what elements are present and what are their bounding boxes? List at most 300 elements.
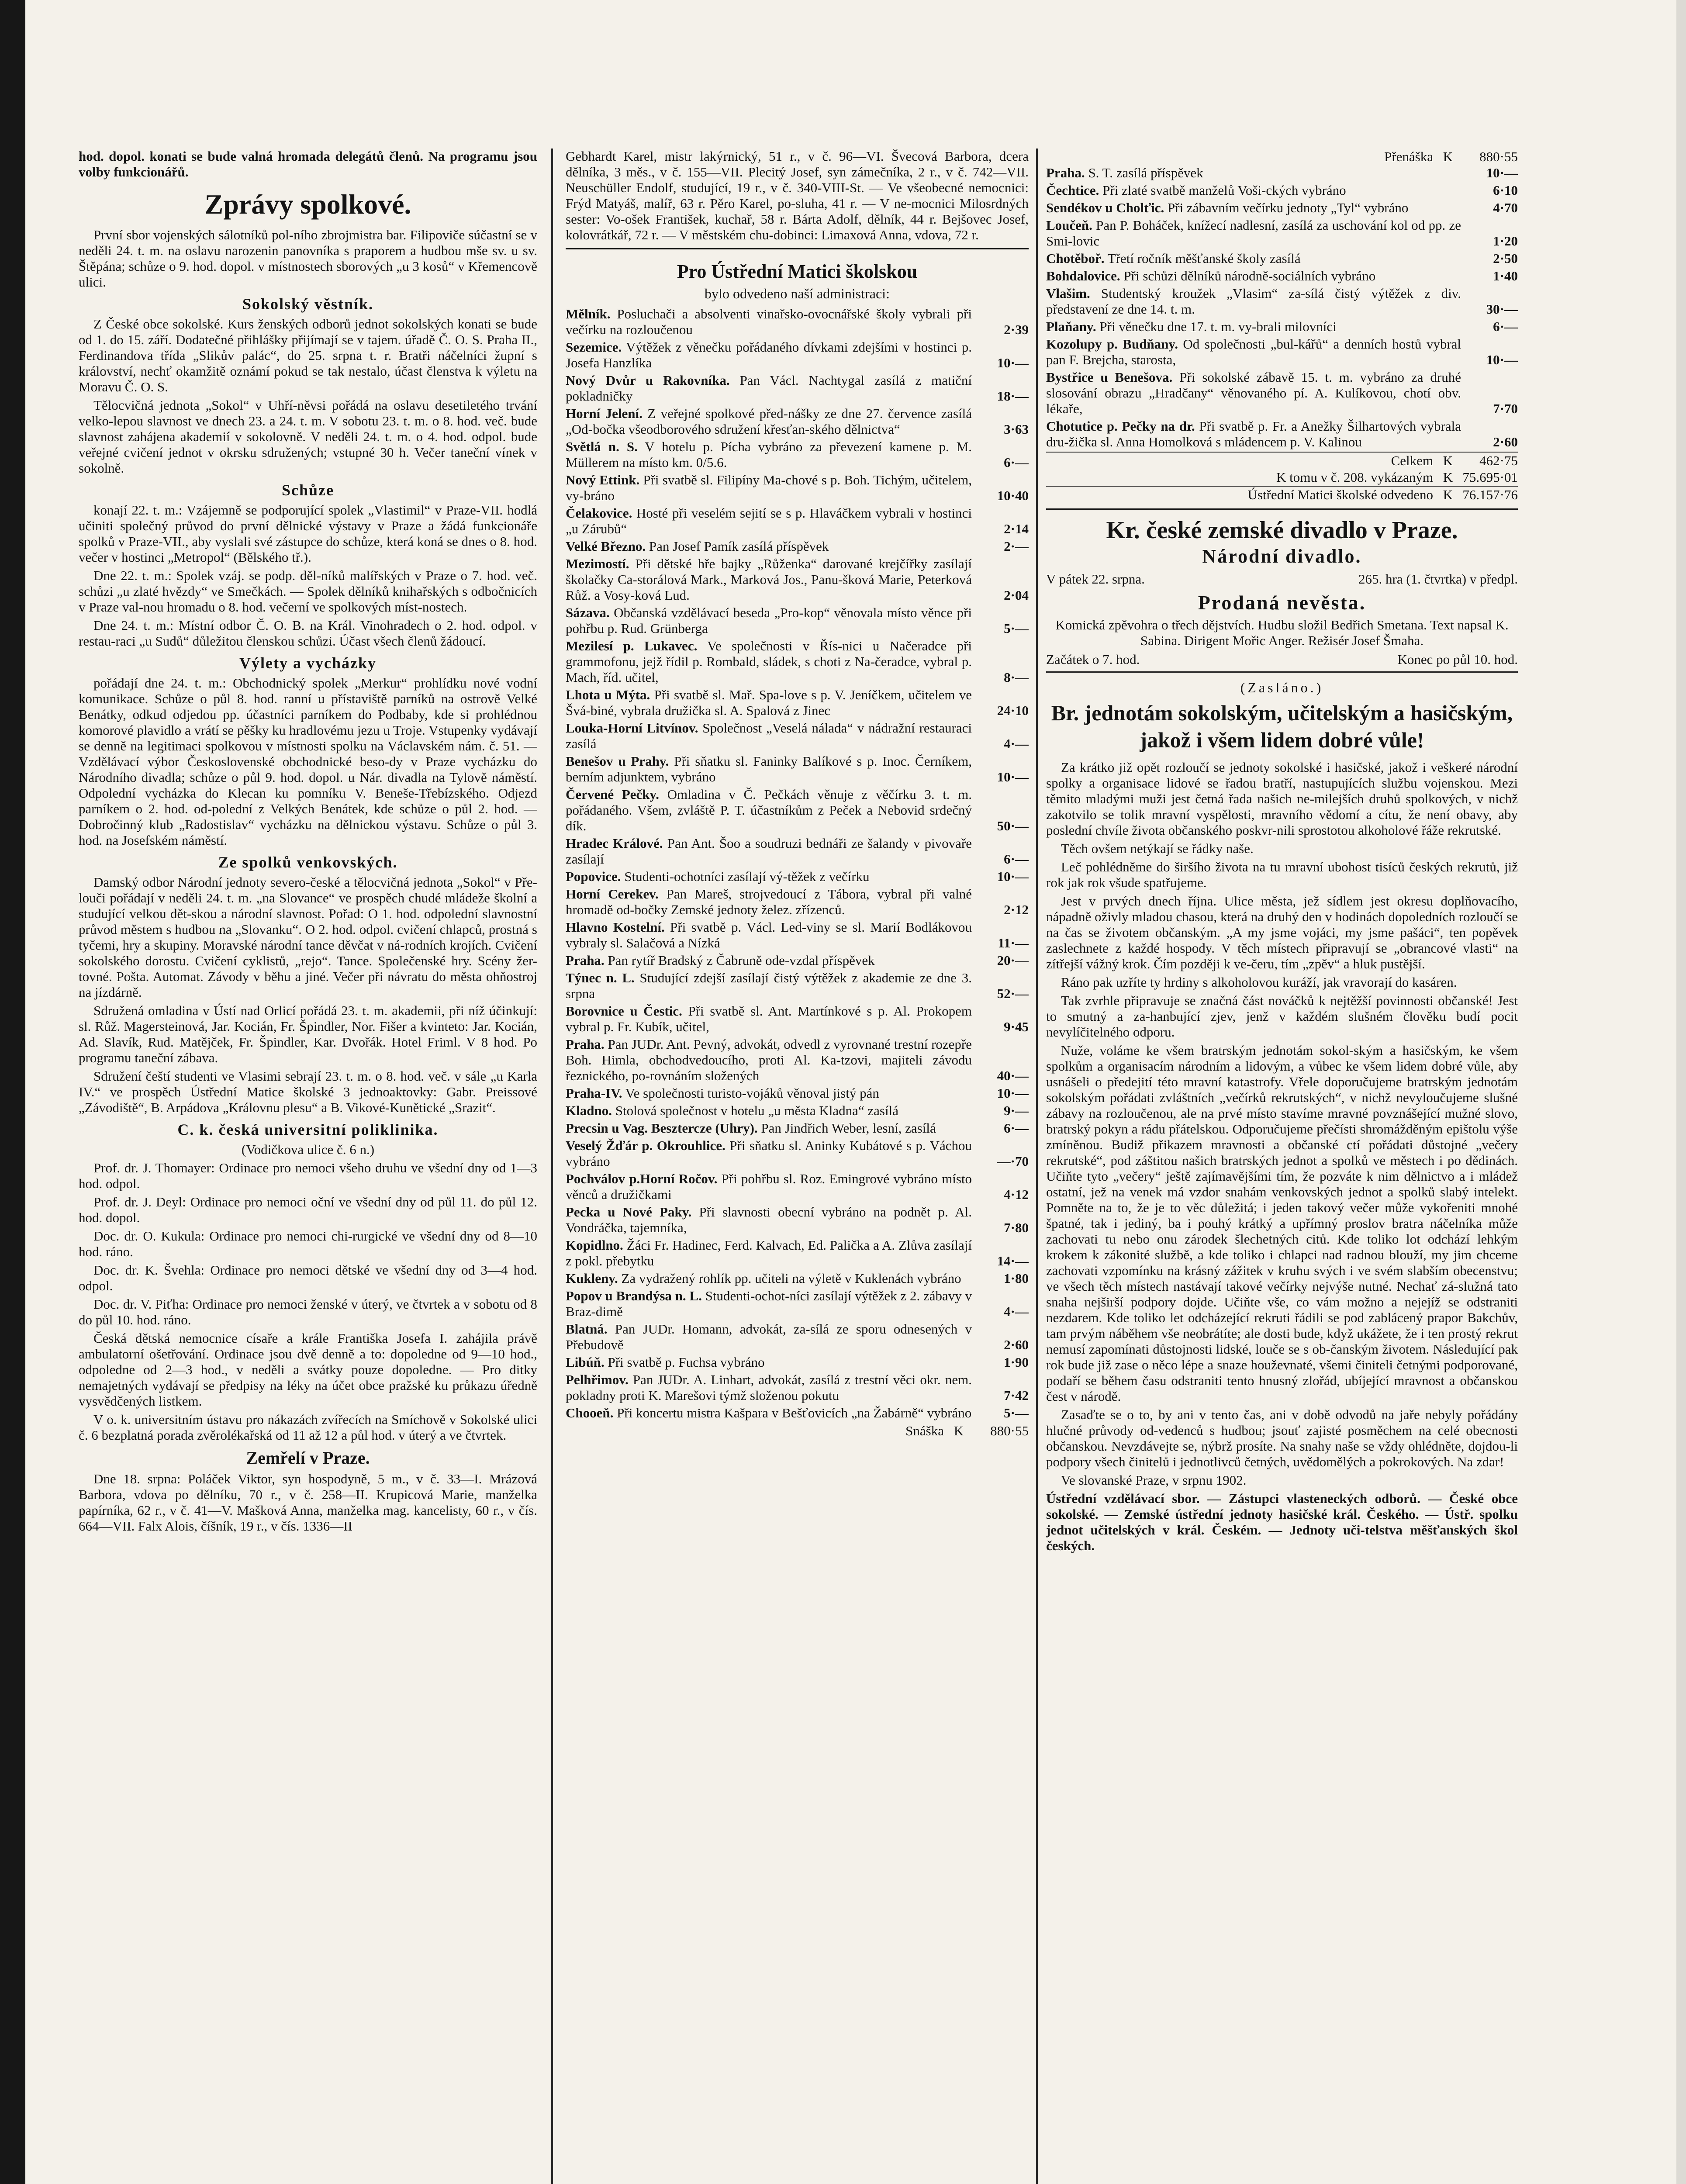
donation-description: Při schůzi dělníků národně-sociálních vybráno — [1123, 268, 1376, 283]
donation-place: Hradec Králové. — [566, 836, 663, 851]
column-left — [79, 149, 537, 2184]
paragraph: konají 22. t. m.: Vzájemně se podporující spolek „Vlastimil“ v Praze-VII. hodlá učiniti společný průvod do první dělnické výstavy v Praze a žádá funkcionáře spolků v Praze-VII., aby vyslali své zástupce do schůze, která koná se dnes o 8. hod. večer v hostinci „Metropol“ (Bělského tř.). — [79, 502, 537, 565]
donation-place: Vlašim. — [1046, 286, 1090, 301]
donation-amount: 50·— — [997, 818, 1029, 833]
divider — [1046, 508, 1518, 510]
paragraph: pořádají dne 24. t. m.: Obchodnický spolek „Merkur“ prohlídku nové vodní komunikace. Schůze o půl 8. hod. ranní u přístaviště parníků na ostrově Velké Benátky, odkud odjedou pp. účastníci parníkem do Podbaby, kde si prohlédnou komorové plavidlo a vrátí se pěšky ku hradlovému jezu u Troje. Vstupenky vydávají se denně na legitimaci spolkovou v místnosti spolku na Václavském nám. č. 51. — Vzdělávací výbor Československé obchodnické beso-dy v Praze vycházku do Národního divadla; schůze o půl 9. hod. dopol. u Nár. divadla na Tylově náměstí. Odpolední vycházka do Klecan ku pomníku V. Beneše-Třebízského. Odjezd parníkem o 2. hod. od-polední z Velkých Benátek, kde schůze o půl 2. hod. — Dobročinný klub „Radostislav“ vycházku na dělnickou výstavu. Schůze o půl 3. hod. na Josefském náměstí. — [79, 675, 537, 848]
donation-amount: 20·— — [997, 953, 1029, 968]
donation-place: Benešov u Prahy. — [566, 753, 669, 769]
donation-place: Světlá n. S. — [566, 439, 638, 454]
donation-entry — [566, 556, 1029, 603]
donation-place: Kozolupy p. Budňany. — [1046, 336, 1178, 352]
paragraph: Za krátko již opět rozloučí se jednoty sokolské i hasičské, jakož i veškeré národní spolky a organisace lidové se řadou bratří, nastupujících službu vojenskou. Mezi těmito mladými muži jest četná řada našich ne-milejších druhů spolkových, v nichž zakotvilo se tolik mravní vyspělosti, mravního vědomí a cítu, že není obavy, aby poslední chvíle života občanského poskvr-nili sprostotou alkoholové řáže rekrutské. — [1046, 760, 1518, 838]
donation-text — [566, 406, 976, 437]
donation-place: Pecka u Nové Paky. — [566, 1204, 692, 1220]
donation-description: Při pohřbu sl. Roz. Emingrové vybráno místo věnců a družičkami — [566, 1171, 972, 1202]
donation-amount: 10·— — [997, 355, 1029, 370]
donation-description: Pan JUDr. A. Linhart, advokát, zasílá z trestní věci okr. nem. pokladny proti K. Marešovi týmž složenou pokutu — [566, 1372, 972, 1403]
donation-description: Při dětské hře bajky „Růženka“ darované krejčířky zasílají školačky Ca-storálová Mark., Marková Jos., Panu-šková Marie, Peterková Růž. a Vosy-ková Lud. — [566, 556, 972, 603]
donation-text — [566, 1003, 976, 1035]
donation-entry — [566, 687, 1029, 719]
total-label: Celkem — [1391, 453, 1433, 468]
donation-amount: 6·— — [1004, 1120, 1029, 1136]
donation-place: Bystřice u Benešova. — [1046, 370, 1173, 385]
deaths-continued: Gebhardt Karel, mistr lakýrnický, 51 r., v č. 96—VI. Švecová Barbora, dcera dělníka, 3 měs., v č. 155—VII. Plecitý Josef, syn zámečníka, 2 r., v č. 742—VII. Neuschüller Endolf, studující, 19 r., v č. 340-VIII-St. — Ve všeobecné nemocnici: Frýd Matyáš, malíř, 63 r. Pěro Karel, po-sluha, 41 r. — V ne-mocnici Milosrdných sester: Vo-ošek František, kuchař, 58 r. Bárta Adolf, dělník, 44 r. Bejšovec Josef, kolovrátkář, 72 r. — V městském chu-dobinci: Limaxová Anna, vdova, 72 r. — [566, 149, 1029, 242]
donation-amount: 4·12 — [1004, 1187, 1029, 1202]
donation-text — [566, 687, 976, 719]
donation-amount: 1·20 — [1493, 233, 1518, 249]
total-amount: 462·75 — [1479, 453, 1518, 468]
donation-entry — [566, 1271, 1029, 1286]
donation-description: Posluchači a absolventi vinařsko-ovocnářské školy vybrali při večírku na rozloučenou — [566, 306, 972, 337]
donation-text — [566, 1372, 976, 1403]
donation-description: Pan Jindřich Weber, lesní, zasílá — [761, 1120, 936, 1136]
section-title-news: Zprávy spolkové. — [204, 189, 411, 220]
donation-description: Při svatbě sl. Filipíny Ma-chové s p. Boh. Tichým, učitelem, vy-bráno — [566, 472, 972, 503]
donation-entry — [566, 605, 1029, 636]
donation-text — [566, 1271, 976, 1286]
donation-place: Mezimostí. — [566, 556, 629, 571]
donation-amount: 40·— — [997, 1068, 1029, 1083]
donation-place: Horní Jelení. — [566, 406, 643, 421]
donation-entry — [566, 720, 1029, 752]
donation-description: S. T. zasílá příspěvek — [1088, 165, 1203, 180]
donation-entry — [1046, 336, 1518, 368]
donation-text — [566, 1120, 976, 1136]
column-right — [1046, 149, 1518, 2184]
donation-entry — [566, 505, 1029, 537]
donation-description: Pan Ant. Šoo a soudruzi bednáři ze šalandy v pivovaře zasílají — [566, 836, 972, 867]
donation-entry — [1046, 218, 1518, 249]
donation-entry — [566, 1171, 1029, 1203]
donation-text — [566, 306, 976, 338]
donation-text — [1046, 319, 1465, 335]
column-rule-1 — [551, 149, 553, 2184]
donation-description: Při svatbě p. Fr. a Anežky Šilhartových vybrala dru-žička sl. Anna Homolková s mládencem p. V. Kalinou — [1046, 418, 1461, 449]
donation-amount: 14·— — [997, 1253, 1029, 1268]
donation-description: Ve společnosti turisto-vojáků věnoval jistý pán — [625, 1085, 879, 1101]
donation-text — [1046, 418, 1465, 450]
donation-place: Sezemice. — [566, 339, 622, 355]
donation-text — [566, 836, 976, 867]
donation-entry — [566, 638, 1029, 685]
donation-description: Při zábavním večírku jednoty „Tyl“ vybráno — [1168, 200, 1409, 215]
donation-place: Sendékov u Cholťic. — [1046, 200, 1164, 215]
donation-text — [566, 1321, 976, 1353]
donation-entry — [566, 1237, 1029, 1269]
donation-entry — [566, 1405, 1029, 1421]
donation-text — [566, 556, 976, 603]
paragraph: Tak zvrhle připravuje se značná část nováčků k nejtěžší povinnosti občanské! Jest to smutný a za-hanbující zjev, jenž v každém slušném člověku budí pocit nevylíčitelného odporu. — [1046, 993, 1518, 1040]
donation-text — [566, 869, 976, 885]
paragraph: Sdružená omladina v Ústí nad Orlicí pořádá 23. t. m. akademii, při níž účinkují: sl. Růž. Magersteinová, Jar. Kocián, Fr. Špindler, Nor. Fišer a kvinteto: Jar. Kocián, Ad. Slavík, Rud. Matějček, Fr. Špindler, Kar. Dvořák. Hotel Friml. V 8 hod. Po programu taneční zábava. — [79, 1003, 537, 1065]
donation-amount: 6·— — [1493, 319, 1518, 334]
donation-text — [566, 638, 976, 685]
appeal-signatories: Ústřední vzdělávací sbor. — Zástupci vlasteneckých odborů. — České obce sokolské. — Zemské ústřední jednoty hasičské král. Českého. — Ústř. spolku jednot učitelských v král. Českém. — Jednoty uči-telstva měšťanských škol českých. — [1046, 1491, 1518, 1553]
donation-text — [566, 886, 976, 918]
paragraph: Jest v prvých dnech října. Ulice města, jež sídlem jest okresu doplňovacího, nápadně oživly mladou chasou, která na druhý den v hodinách dopoledních rozloučí se na čas se životem občanským. „A my jsme vojáci, my jsme pašáci“, ten popěvek zaslechnete z každé hospody. V těch místech připravují se „obrancové vlasti“ na zítřejší vážný krok. Čím později k ve-čeru, tím „zpěv“ a hluk pustější. — [1046, 893, 1518, 971]
donation-description: Při svatbě p. Fuchsa vybráno — [608, 1355, 765, 1370]
donation-text — [566, 919, 976, 951]
donation-description: Studentský kroužek „Vlasim“ za-sílá čistý výtěžek z div. představení ze dne 14. t. m. — [1046, 286, 1461, 317]
handed-over-label: Ústřední Matici školské odvedeno — [1247, 487, 1433, 502]
paragraph: První sbor vojenských sálotníků pol-ního zbrojmistra bar. Filipoviče súčastní se v neděli 24. t. m. na oslavu narozenin panovníka s praporem a hudbou mše sv. u sv. Štěpána; schůze o 9. hod. dopol. v místnostech sborových „u 3 kosů“ v Křemencově ulici. — [79, 227, 537, 290]
donation-description: Při sňatku sl. Faninky Balíkové s p. Inoc. Černíkem, berním adjunktem, vybráno — [566, 753, 972, 784]
donation-entry — [566, 472, 1029, 504]
donation-text — [566, 1103, 976, 1119]
donation-description: V hotelu p. Pícha vybráno za převezení kamene p. M. Müllerem na místo km. 0/5.6. — [566, 439, 972, 470]
donation-text — [1046, 286, 1465, 317]
donation-text — [566, 539, 976, 554]
donation-description: Pan Josef Pamík zasílá příspěvek — [649, 539, 829, 554]
donation-entry — [566, 1138, 1029, 1169]
currency: K — [954, 1423, 964, 1438]
paragraph: V o. k. universitním ústavu pro nákazách zvířecích na Smíchově v Sokolské ulici č. 6 bezplatná porada zvěrolékařská od 11 až 12 a půl hod. v úterý a ve čtvrtek. — [79, 1412, 537, 1443]
donation-text — [1046, 165, 1465, 181]
donation-amount: 2·04 — [1004, 587, 1029, 603]
donation-amount: 8·— — [1004, 670, 1029, 685]
donation-entry — [566, 339, 1029, 371]
donation-amount: 1·90 — [1004, 1355, 1029, 1370]
appeal-title: Br. jednotám sokolským, učitelským a hasičským, jakož i všem lidem dobré vůle! — [1051, 701, 1513, 752]
performance-times — [1046, 651, 1518, 673]
donation-amount: 10·40 — [997, 488, 1029, 503]
donation-text — [566, 720, 976, 752]
paragraph: Doc. dr. O. Kukula: Ordinace pro nemoci chi-rurgické ve všední dny od 8—10 hod. ráno. — [79, 1228, 537, 1259]
donation-place: Louka-Horní Litvínov. — [566, 720, 698, 736]
donation-description: Studenti-ochot-níci zasílají výtěžek z 2. zábavy v Braz-dimě — [566, 1288, 972, 1319]
carry-total-label: Snáška — [905, 1423, 944, 1438]
heading-deaths: Zemřelí v Praze. — [246, 1448, 370, 1468]
donations-title: Pro Ústřední Matici školskou — [677, 261, 918, 282]
donation-amount: 5·— — [1004, 1405, 1029, 1420]
previous-amount: 75.695·01 — [1462, 470, 1518, 485]
donation-amount: 2·— — [1004, 539, 1029, 554]
donation-description: Výtěžek z věnečku pořádaného dívkami zdejšími v hostinci p. Josefa Hanzlíka — [566, 339, 972, 370]
donation-place: Kladno. — [566, 1103, 612, 1118]
page-edge-right — [1676, 0, 1686, 2184]
donation-amount: 30·— — [1486, 301, 1518, 317]
donation-description: Při zlaté svatbě manželů Voši-ckých vybráno — [1102, 183, 1346, 198]
donation-description: Třetí ročník měšťanské školy zasílá — [1107, 251, 1301, 266]
currency: K — [1443, 149, 1453, 164]
donation-entry — [566, 306, 1029, 338]
paragraph: Česká dětská nemocnice císaře a krále Františka Josefa I. zahájila právě ambulatorní ošetřování. Ordinace jsou dvě denně a to: dopoledne od 9—10 hod., odpoledne od 2—3 hod., v neděli a svátky pouze dopoledne. — Pro ditky nemajetných vydávají se předpisy na léky na účet obce pražské ku průkazu úředně vysvědčených listkem. — [79, 1330, 537, 1409]
brought-forward-label: Přenáška — [1384, 149, 1433, 164]
donation-description: Od společnosti „bul-kářů“ a denních hostů vybral pan F. Brejcha, starosta, — [1046, 336, 1461, 367]
donation-description: Pan JUDr. Homann, advokát, za-sílá ze sporu odnesených v Přebudově — [566, 1321, 972, 1352]
paragraph: Dne 24. t. m.: Místní odbor Č. O. B. na Král. Vinohradech o 2. hod. odpol. v restau-raci „u Sudů“ důležitou členskou schůzi. Účast všech členů žádoucí. — [79, 618, 537, 649]
donation-text — [1046, 251, 1465, 266]
previous-line — [1046, 469, 1518, 486]
donation-entry — [566, 1085, 1029, 1101]
donation-description: Při sokolské zábavě 15. t. m. vybráno za druhé slosování obrazu „Hradčany“ věnovaného pí. A. Kulíkovou, chotí obv. lékaře, — [1046, 370, 1461, 416]
currency: K — [1443, 453, 1453, 468]
donation-description: Pan P. Boháček, knížecí nadlesní, zasílá za uschování kol od pp. ze Smi-lovic — [1046, 218, 1461, 249]
heading-trips: Výlety a vycházky — [239, 654, 377, 672]
donation-entry — [1046, 319, 1518, 335]
opera-description: Komická zpěvohra o třech dějstvích. Hudbu složil Bedřich Smetana. Text napsal K. Sabina. Dirigent Mořic Anger. Režisér Josef Šmaha. — [1055, 617, 1509, 648]
donation-place: Kukleny. — [566, 1271, 618, 1286]
donation-amount: 7·80 — [1004, 1220, 1029, 1235]
donation-description: Žáci Fr. Hadinec, Ferd. Kalvach, Ed. Palička a A. Zlůva zasílají z pokl. přebytku — [566, 1237, 972, 1268]
donation-text — [1046, 200, 1465, 216]
donation-text — [566, 1171, 976, 1203]
donation-text — [566, 753, 976, 785]
donation-text — [566, 339, 976, 371]
donation-entry — [566, 886, 1029, 918]
donation-description: Při koncertu mistra Kašpara v Bešťovicích „na Žabárně“ vybráno — [617, 1405, 972, 1420]
donation-text — [566, 1237, 976, 1269]
donation-place: Lhota u Mýta. — [566, 687, 650, 702]
carry-total-amount: 880·55 — [990, 1423, 1029, 1438]
donation-amount: 4·— — [1004, 1304, 1029, 1319]
paragraph: Dne 18. srpna: Poláček Viktor, syn hospodyně, 5 m., v č. 33—I. Mrázová Barbora, vdova po dělníku, 70 r., v č. 258—II. Krupicová Marie, manželka papírníka, 62 r., v č. 41—V. Mašková Anna, manželka mag. kancelisty, 60 r., v čís. 664—VII. Falx Alois, číšník, 19 r., v čís. 1336—II — [79, 1471, 537, 1534]
donation-place: Popov u Brandýsa n. L. — [566, 1288, 702, 1303]
end-time: Konec po půl 10. hod. — [1397, 652, 1518, 667]
donation-place: Mělník. — [566, 306, 611, 321]
donation-amount: 7·42 — [1004, 1388, 1029, 1403]
donation-place: Chotutice p. Pečky na dr. — [1046, 418, 1195, 434]
donation-entry — [566, 953, 1029, 968]
donation-entry — [566, 1003, 1029, 1035]
donation-place: Horní Cerekev. — [566, 886, 659, 902]
paragraph: Ráno pak uzříte ty hrdiny s alkoholovou kuráží, jak vravorají do kasáren. — [1061, 975, 1457, 990]
donation-amount: 2·12 — [1004, 902, 1029, 917]
divider — [566, 248, 1029, 249]
donation-place: Nový Dvůr u Rakovníka. — [566, 373, 730, 388]
donation-amount: 5·— — [1004, 621, 1029, 636]
donation-text — [566, 1355, 976, 1370]
theatre-title: Kr. české zemské divadlo v Praze. — [1106, 517, 1458, 544]
donation-list — [566, 306, 1029, 1421]
donation-place: Pelhřimov. — [566, 1372, 629, 1387]
donation-text — [566, 787, 976, 834]
donation-entry — [566, 869, 1029, 885]
donation-entry — [566, 1204, 1029, 1236]
theatre-subtitle: Národní divadlo. — [1202, 546, 1362, 567]
donation-amount: 52·— — [997, 986, 1029, 1001]
donation-entry — [1046, 418, 1518, 450]
donation-place: Čelakovice. — [566, 505, 632, 521]
theatre-performance: 265. hra (1. čtvrtka) v předpl. — [1358, 571, 1518, 587]
donation-place: Pochválov p.Horní Ročov. — [566, 1171, 718, 1186]
paragraph: Dne 22. t. m.: Spolek vzáj. se podp. děl-níků malířských v Praze o 7. hod. več. schůzi „u zlaté hvězdy“ ve Smečkách. — Spolek dělníků knihařských s odbočnicích v Praze val-nou hromadu o 8. hod. večerní ve spolkových míst-nostech. — [79, 568, 537, 615]
donation-entry — [566, 1120, 1029, 1136]
donation-amount: 2·50 — [1493, 251, 1518, 266]
donation-text — [566, 953, 976, 968]
paragraph: Sdružení čeští studenti ve Vlasimi sebrají 23. t. m. o 8. hod. več. v sále „u Karla IV.“ ve prospěch Ústřední Matice školské 3 jednoaktovky: Gabr. Preissové „Závodiště“, B. Arpádova „Královnu plesu“ a B. Vikové-Kunětické „Srazit“. — [79, 1068, 537, 1115]
appeal-date: Ve slovanské Praze, v srpnu 1902. — [1061, 1472, 1247, 1488]
donation-amount: 11·— — [998, 935, 1029, 950]
donation-amount: 6·— — [1004, 455, 1029, 470]
donation-place: Popovice. — [566, 869, 621, 884]
paragraph: Těch ovšem netýkají se řádky naše. — [1061, 841, 1254, 856]
currency: K — [1443, 487, 1453, 502]
donation-description: Omladina v Č. Pečkách věnuje z věčírku 3. t. m. pořádaného. Všem, zvláště P. T. účastníkům z Peček a Nebovid srdečný dík. — [566, 787, 972, 833]
donation-amount: 9·45 — [1004, 1019, 1029, 1034]
donation-place: Velké Březno. — [566, 539, 646, 554]
donation-amount: 4·70 — [1493, 200, 1518, 215]
sent-in-label: (Zasláno.) — [1240, 680, 1324, 695]
donation-amount: 18·— — [997, 388, 1029, 404]
donation-place: Praha. — [566, 1037, 605, 1052]
heading-rural: Ze spolků venkovských. — [218, 854, 398, 871]
paragraph: Prof. dr. J. Thomayer: Ordinace pro nemoci všeho druhu ve všední dny od 1—3 hod. odpol. — [79, 1160, 537, 1191]
donations-subtitle: bylo odvedeno naší administraci: — [705, 286, 890, 301]
donation-entry — [566, 919, 1029, 951]
donation-place: Sázava. — [566, 605, 610, 620]
heading-meetings: Schůze — [282, 481, 334, 499]
donation-amount: 24·10 — [997, 703, 1029, 718]
heading-sokol: Sokolský věstník. — [242, 295, 374, 313]
donation-entry — [1046, 251, 1518, 266]
donation-place: Precsin u Vag. Besztercze (Uhry). — [566, 1120, 758, 1136]
donation-place: Týnec n. L. — [566, 970, 635, 985]
paragraph: Tělocvičná jednota „Sokol“ v Uhří-něvsi pořádá na oslavu desetiletého trvání velko-lepou slavnost ve dnech 23. a 24. t. m. V sobotu 23. t. m. o 8. hod. več. bude slavnost zahájena akademií v sokolovně. V neděli 24. t. m. o 4. hod. odpol. bude veřejné cvičení jednot v okrsku sdružených; vstupné 30 h. Večer taneční vínek v sokolně. — [79, 397, 537, 476]
donation-description: Pan rytíř Bradský z Čabruně ode-vzdal příspěvek — [608, 953, 875, 968]
paragraph: Leč pohlédněme do širšího života na tu mravní ubohost tisíců českých rekrutů, již rok jak rok všude spatřujeme. — [1046, 859, 1518, 890]
donation-place: Nový Ettink. — [566, 472, 640, 487]
donation-text — [566, 1037, 976, 1084]
donation-entry — [566, 1321, 1029, 1353]
donation-description: Pan JUDr. Ant. Pevný, advokát, odvedl z vyrovnané trestní rozepře Boh. Himla, obchodvedoucího, proti Al. Ka-tzovi, majiteli závodu řeznického, po-rovnáním složených — [566, 1037, 972, 1083]
donation-entry — [566, 1037, 1029, 1084]
donation-text — [566, 1405, 976, 1421]
donation-amount: 1·80 — [1004, 1271, 1029, 1286]
paragraph: Zasaďte se o to, by ani v tento čas, ani v době odvodů na jaře nebyly pořádány hlučné průvody od-vedenců s hudbou; jsouť zajisté posměchem na celé obecnosti občanskou. Nevzdávejte se, nýbrž prosíte. Na snahy naše se vždy ohlédněte, dojdou-li podpory všech činitelů i jednotlivců četných, uvědomělých a pokrokových. Na zdar! — [1046, 1407, 1518, 1469]
opera-title: Prodaná nevěsta. — [1198, 591, 1366, 614]
paragraph: Nuže, voláme ke všem bratrským jednotám sokol-ským a hasičským, ke všem spolkům a organisacím národním a lidovým, a vůbec ke všem lidem dobré vůle, aby usnášeli o předejití této mravní katastrofy. Vřele doporučujeme bratrským jednotám sokolským pořádati zvláštních „večírků rekrutských“, v nichž nevyloučujeme slušné zábavy na rozloučenou, ale na prvé místo stavíme mravné povznášející mužné slovo, bratrský pokyn a rádu přátelskou. Odporučujeme přečísti shromážděným epištolu výše zmíněnou. Budiž přikazem mravnosti a občanské ctí pořádati důstojné „večery rekrutské“, pod záštitou našich bratrských jednot a spolků ve městech i po dědinách. Učiňte tyto „večery“ ještě zajímavějšími tím, že pozváte k nim dělnictvo a i mládež ostatní, jež na venek má vzdor snahám venkovských jednot a spolků slabý intelekt. Pomněte na to, že je to věc důležitá; i jeden takový večer může vykořeniti mnohé špatné, tak i jediný, ba i pouhý krátký a upřímný proslov bratra náčelníka může zachovati tu nebo onu zárodek šlechetných citů. Kde toliko lot odchází lehkým krokem k zákonité službě, a kde toliko i chlapci nad radnou blouží, my jim chceme zachovati vzpomínku na krásný zážitek v kruhu svých i ve svém slabším obecenstvu; ve všech těch místech nastávají takové večírky nejvýše nutné. Nechať zá-služná tato snaha nejširší podpory dojde. Učiňte vše, co vám možno a nejejíž se odstraniti nezdarem. Kde toliko let odcházející rekruti řádili se pod zablácený prapor Bakchův, tam prvým náběhem vše neobrátíte; ale dosti bude, když ukážete, že i ten prostý rekrut nemusí zapomínati důstojnosti lidské, louče se s ob-čanským životem. Následující pak rok bude již zase o něco lépe a snaze houževnaté, všemi činiteli četnými podporované, podaří se během času odstraniti tento hnusný zlořád, ubíjející mravnost a občanskou čest v národě. — [1046, 1043, 1518, 1404]
paragraph: Damský odbor Národní jednoty severo-české a tělocvičná jednota „Sokol“ v Pře-louči pořádají v neděli 24. t. m. „na Slovance“ ve prospěch chudé mládeže školní a studující velkou dět-skou a národní slavnost. Pořad: O 1. hod. odpolední slavnostní průvod městem s hudbou na „Slovanku“. O 2. hod. odpol. cvičení chlapců, prostná s tyčemi, hry a skupiny. Moravské národní tance děvčat v ná-rodních krojích. Cvičení sokolského dorostu. Cvičení cyklistů, „rejo“. Tance. Společenské hry. Scény žer-tovné. Pošta. Automat. Závody v běhu a jiné. Večer při návratu do města ohňostroj na jízdárně. — [79, 874, 537, 1000]
donation-entry — [566, 836, 1029, 867]
donation-text — [566, 373, 976, 404]
donation-text — [566, 1288, 976, 1320]
donation-amount: 2·39 — [1004, 322, 1029, 337]
donation-amount: 10·— — [997, 869, 1029, 884]
donation-text — [566, 970, 976, 1002]
donation-entry — [1046, 200, 1518, 216]
donation-description: Ve společnosti v Řís-nici u Načeradce při grammofonu, jejž řídil p. Rombald, sládek, s choti z Na-čeradce, vybral p. Mach, říd. učitel, — [566, 638, 972, 685]
currency: K — [1443, 470, 1453, 485]
donation-place: Čechtice. — [1046, 183, 1099, 198]
handed-over-line — [1046, 486, 1518, 503]
donation-description: Společnost „Veselá nálada“ v nádražní restauraci zasílá — [566, 720, 972, 751]
total-line — [1046, 452, 1518, 469]
donation-text — [1046, 218, 1465, 249]
donation-place: Plaňany. — [1046, 319, 1096, 334]
paragraph: Prof. dr. J. Deyl: Ordinace pro nemoci oční ve všední dny od půl 11. do půl 12. hod. dopol. — [79, 1194, 537, 1225]
donation-entry — [566, 406, 1029, 437]
donation-entry — [566, 1288, 1029, 1320]
donation-list — [1046, 165, 1518, 450]
donation-entry — [566, 1355, 1029, 1370]
donation-text — [566, 1085, 976, 1101]
column-rule-2 — [1036, 149, 1038, 2184]
donation-entry — [1046, 165, 1518, 181]
donation-place: Kopidlno. — [566, 1237, 623, 1253]
donation-text — [1046, 268, 1465, 284]
donation-amount: 6·— — [1004, 851, 1029, 867]
donation-entry — [566, 970, 1029, 1002]
donation-place: Chooeň. — [566, 1405, 614, 1420]
paragraph: Doc. dr. V. Piťha: Ordinace pro nemoci ženské v úterý, ve čtvrtek a v sobotu od 8 do půl 10. hod. ráno. — [79, 1296, 537, 1327]
donation-amount: 9·— — [1004, 1103, 1029, 1118]
donation-place: Praha. — [566, 953, 605, 968]
donation-entry — [566, 373, 1029, 404]
donation-description: Pan Václ. Nachtygal zasílá z matiční pokladničky — [566, 373, 972, 404]
paragraph: Doc. dr. K. Švehla: Ordinace pro nemoci dětské ve všední dny od 3—4 hod. odpol. — [79, 1262, 537, 1293]
donation-text — [566, 505, 976, 537]
donation-entry — [1046, 268, 1518, 284]
donation-place: Veselý Žďár p. Okrouhlice. — [566, 1138, 726, 1153]
donation-amount: 7·70 — [1493, 401, 1518, 416]
donation-description: Při věnečku dne 17. t. m. vy-brali milovníci — [1099, 319, 1337, 334]
donation-text — [566, 1204, 976, 1236]
clinic-address: (Vodičkova ulice č. 6 n.) — [241, 1142, 375, 1157]
donation-amount: 10·— — [997, 769, 1029, 784]
donation-description: Z veřejné spolkové před-nášky ze dne 27. července zasílá „Od-bočka všeodborového sdružení křesťan-ského dělnictva“ — [566, 406, 972, 437]
donation-entry — [566, 753, 1029, 785]
paragraph: Z České obce sokolské. Kurs ženských odborů jednot sokolských konati se bude od 1. do 15. září. Dodatečné přihlášky přijímají se v tajem. úřadě Č. O. S. Praha II., Ferdinandova třída „Slikův palác“, do 25. srpna t. r. Bratři náčelníci župní s království, nechť okamžitě oznámí pokud se tak nestalo, účast členstva k výletu na Moravu Č. O. S. — [79, 316, 537, 394]
column-middle — [566, 149, 1029, 2184]
donation-text — [1046, 370, 1465, 417]
donation-description: Pan Mareš, strojvedoucí z Tábora, vybral při valné hromadě od-bočky Zemské jednoty želez. zřízenců. — [566, 886, 972, 917]
donation-amount: 3·63 — [1004, 422, 1029, 437]
donation-entry — [1046, 286, 1518, 317]
donation-amount: 1·40 — [1493, 268, 1518, 283]
donation-place: Hlavno Kostelní. — [566, 919, 665, 935]
donation-description: Stolová společnost v hotelu „u města Kladna“ zasílá — [615, 1103, 898, 1118]
donation-text — [1046, 336, 1465, 368]
donation-description: Studenti-ochotníci zasílají vý-těžek z večírku — [624, 869, 870, 884]
previous-label: K tomu v č. 208. vykázaným — [1276, 470, 1433, 485]
theatre-date-row — [1046, 571, 1518, 587]
donation-description: Hosté při veselém sejití se s p. Hlaváčkem vybrali v hostinci „u Zárubů“ — [566, 505, 972, 536]
donation-description: Občanská vzdělávací beseda „Pro-kop“ věnovala místo věnce při pohřbu p. Rud. Grünberga — [566, 605, 972, 636]
heading-clinic: C. k. česká universitní poliklinika. — [177, 1121, 439, 1138]
theatre-date: V pátek 22. srpna. — [1046, 571, 1145, 587]
donation-amount: 2·60 — [1004, 1337, 1029, 1352]
donation-entry — [1046, 183, 1518, 198]
donation-description: Při svatbě sl. Mař. Spa-love s p. V. Jeníčkem, učitelem ve Švá-biné, vybrala družička sl. A. Spalová z Jinec — [566, 687, 972, 718]
donation-place: Loučeň. — [1046, 218, 1092, 233]
donation-entry — [566, 1103, 1029, 1119]
donation-text — [566, 1138, 976, 1169]
donation-text — [566, 472, 976, 504]
handed-over-amount: 76.157·76 — [1462, 487, 1518, 502]
donation-description: Při svatbě p. Václ. Led-viny se sl. Marií Bodlákovou vybraly sl. Salačová a Nízká — [566, 919, 972, 950]
donation-description: Při slavnosti obecní vybráno na podnět p. Al. Vondráčka, tajemníka, — [566, 1204, 972, 1235]
donation-text — [1046, 183, 1465, 198]
donation-description: Při svatbě sl. Ant. Martínkové s p. Al. Prokopem vybral p. Fr. Kubík, učitel, — [566, 1003, 972, 1034]
intro-text: hod. dopol. konati se bude valná hromada delegátů členů. Na programu jsou volby funkcionářů. — [79, 149, 537, 180]
donation-entry — [566, 787, 1029, 834]
donation-text — [566, 605, 976, 636]
page-edge-left — [0, 0, 25, 2184]
donation-place: Praha. — [1046, 165, 1085, 180]
donation-place: Praha-IV. — [566, 1085, 622, 1101]
donation-description: Za vydražený rohlík pp. učiteli na výletě v Kuklenách vybráno — [621, 1271, 961, 1286]
start-time: Začátek o 7. hod. — [1046, 652, 1140, 667]
carry-total — [566, 1423, 1029, 1439]
donation-text — [566, 439, 976, 470]
donation-amount: 4·— — [1004, 736, 1029, 751]
brought-forward — [1046, 149, 1518, 165]
donation-place: Červené Pečky. — [566, 787, 659, 802]
donation-place: Chotěboř. — [1046, 251, 1105, 266]
donation-place: Bohdalovice. — [1046, 268, 1120, 283]
